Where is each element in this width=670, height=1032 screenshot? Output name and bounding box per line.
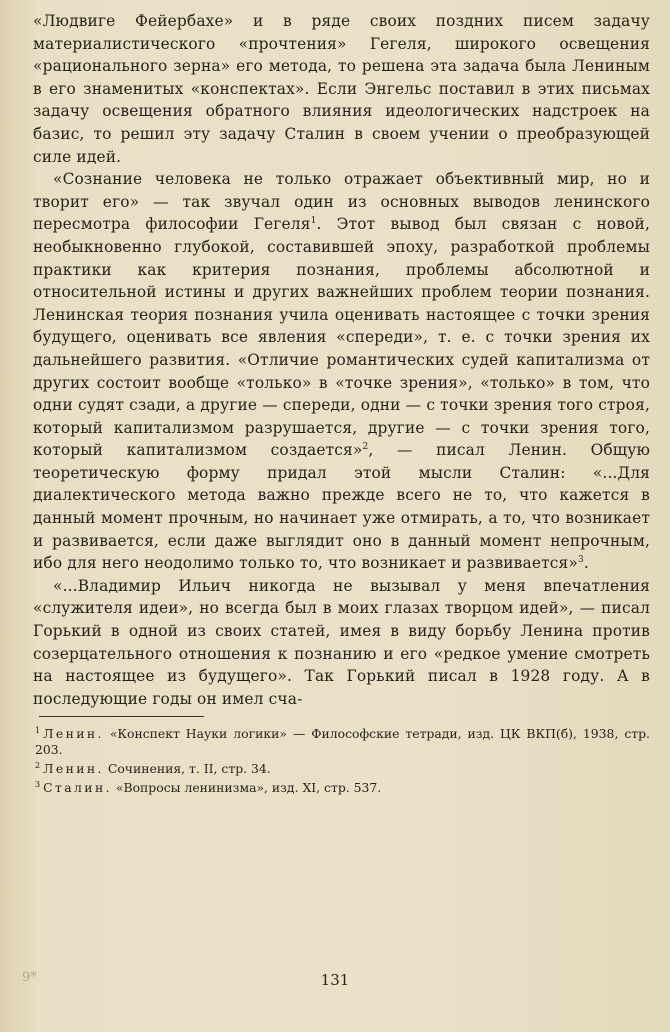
footnote-2-number: 2 (35, 761, 41, 771)
footnote-1-author: Ленин. (43, 726, 104, 742)
footnote-1 (35, 723, 650, 758)
footnote-2 (35, 758, 650, 777)
paragraph-2-text-b: . Этот вывод был связан с новой, необыкновенно глубокой, составившей эпоху, разработкой проблемы практики как критерия познания, проблемы абсолютной и относительной истины и других важнейших проблем теории познания. Ленинская теория познания учила оценивать настоящее с точки зрения будущего, оценивать все явления «спереди», т. е. с точки зрения их дальнейшего развития. «Отличие романтических судей капитализма от других состоит вообще «только» в «точке зрения», «только» в том, что одни судят сзади, а другие — спереди, одни — с точки зрения того строя, который капитализмом разрушается, другие — с точки зрения того, который капитализмом создается» (33, 215, 651, 460)
paragraph-2-text-d: . (583, 554, 589, 573)
paragraph-3-text: «...Владимир Ильич никогда не вызывал у меня впечатления «служителя идеи», но всегда был в моих глазах творцом идей», — писал Горький в одной из своих статей, имея в виду борьбу Ленина против созерцательного отношения к познанию и его «редкое умение смотреть на настоящее из будущего». Так Горький писал в 1928 году. А в последующие годы он имел сча- (33, 576, 650, 708)
footnote-ref-3: 3 (577, 555, 584, 566)
footnote-2-author: Ленин. (43, 761, 104, 777)
paragraph-1-text: «Людвиге Фейербахе» и в ряде своих поздних писем задачу материалистического «прочтения» Гегеля, широкого освещения «рационального зерна» его метода, то решена эта задача была Лениным в его знаменитых «конспектах». Если Энгельс поставил в этих письмах задачу освещения обратного влияния идеологических надстроек на базис, то решил эту задачу Сталин в своем учении о преобразующей силе идей. (33, 12, 650, 166)
footnote-1-number: 1 (35, 726, 41, 736)
footnote-1-text: «Конспект Науки логики» — Философские тетради, изд. ЦК ВКП(б), 1938, стр. 203. (35, 726, 650, 758)
footnote-3 (35, 777, 650, 796)
page-number: 131 (320, 971, 350, 989)
main-text (33, 10, 650, 710)
footnote-ref-2: 2 (362, 442, 369, 453)
paragraph-2 (33, 168, 650, 575)
paragraph-2-text-a: «Сознание человека не только отражает объективный мир, но и творит его» — так звучал один из основных выводов ленинского пересмотра философии Гегеля (33, 170, 650, 234)
paragraph-1 (33, 10, 650, 168)
footnotes (35, 723, 650, 796)
footnote-2-text: Сочинения, т. II, стр. 34. (107, 761, 271, 777)
footnote-3-number: 3 (35, 780, 41, 790)
signature-mark: 9* (22, 970, 37, 985)
footnote-divider (39, 716, 204, 717)
footnote-3-author: Сталин. (43, 780, 112, 796)
footnote-ref-1: 1 (310, 216, 317, 227)
footnote-3-text: «Вопросы ленинизма», изд. XI, стр. 537. (115, 780, 382, 796)
paragraph-2-text-c: , — писал Ленин. Общую теоретическую форму придал этой мысли Сталин: «...Для диалектического метода важно прежде всего не то, что кажется в данный момент прочным, но начинает уже отмирать, а то, что возникает и развивается, если даже выглядит оно в данный момент непрочным, ибо для него неодолимо только то, что возникает и развивается» (33, 441, 650, 573)
paragraph-3 (33, 575, 650, 711)
